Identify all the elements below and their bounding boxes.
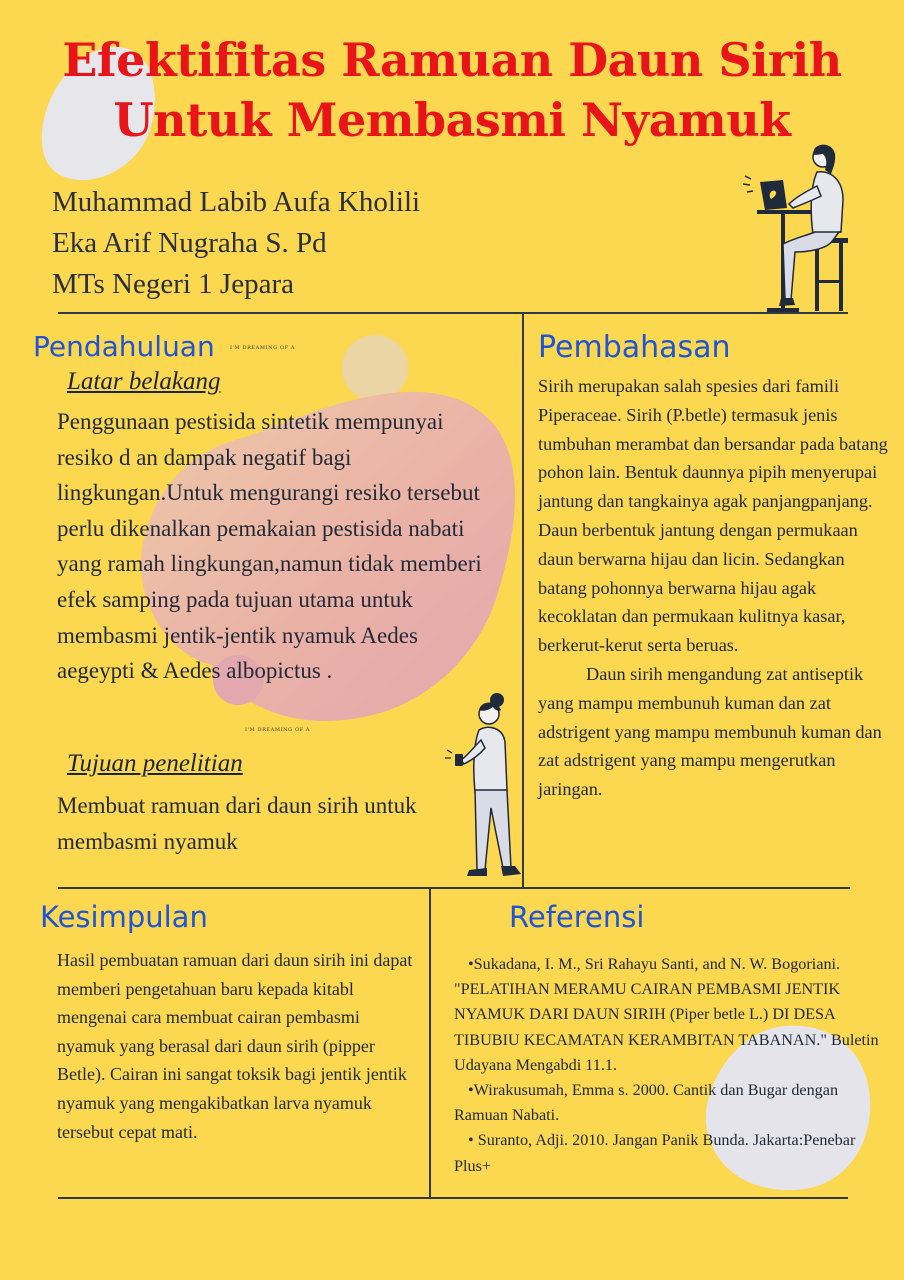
author-block	[52, 182, 420, 305]
woman-phone-illustration	[445, 690, 525, 888]
reference-item-1: •Sukadana, I. M., Sri Rahayu Santi, and N. W. Bogoriani. "PELATIHAN MERAMU CAIRAN PEMBASMI JENTIK NYAMUK DARI DAUN SIRIH (Piper betle L.) DI DESA TIBUBIU KECAMATAN KERAMBITAN TABANAN." Buletin Udayana Mengabdi 11.1.	[454, 955, 879, 1074]
referensi-list	[454, 952, 884, 1179]
pembahasan-paragraph-2: Daun sirih mengandung zat antiseptik yang mampu membunuh kuman dan zat adstrigent yang mampu membunuh kuman dan zat adstrigent yang mampu mengerutkan jaringan.	[538, 663, 882, 800]
divider-top	[58, 312, 848, 314]
title-line-2: Untuk Membasmi Nyamuk	[113, 93, 791, 147]
latar-belakang-text: Penggunaan pestisida sintetik mempunyai resiko d an dampak negatif bagi lingkungan.Untuk mengurangi resiko tersebut perlu dikenalkan pemakaian pestisida nabati yang ramah lingkungan,namun tidak memberi efek samping pada tujuan utama untuk membasmi jentik-jentik nyamuk Aedes aegeypti & Aedes albopictus .	[57, 409, 482, 684]
woman-laptop-illustration	[735, 140, 860, 318]
referensi-heading: Referensi	[509, 900, 645, 934]
poster-title	[0, 30, 904, 150]
divider-vertical-lower	[429, 887, 431, 1198]
title-line-1: Efektifitas Ramuan Daun Sirih	[62, 33, 842, 87]
divider-vertical-upper	[522, 312, 524, 888]
kesimpulan-text: Hasil pembuatan ramuan dari daun sirih ini dapat memberi pengetahuan baru kepada kitabl mengenai cara membuat cairan pembasmi nyamuk yang berasal dari daun sirih (pipper Betle). Cairan ini sangat toksik bagi jentik jentik nyamuk yang mengakibatkan larva nyamuk tersebut cepat mati.	[57, 950, 413, 1142]
school-name: MTs Negeri 1 Jepara	[52, 268, 294, 300]
pembahasan-text	[538, 372, 888, 804]
tujuan-penelitian-heading: Tujuan penelitian	[67, 750, 243, 777]
tujuan-penelitian-text: Membuat ramuan dari daun sirih untuk membasmi nyamuk	[57, 793, 417, 854]
reference-item-3: • Suranto, Adji. 2010. Jangan Panik Bunda. Jakarta:Penebar Plus+	[454, 1131, 856, 1175]
divider-bottom	[58, 1197, 848, 1199]
pembahasan-heading: Pembahasan	[538, 330, 731, 365]
latar-belakang-heading: Latar belakang	[67, 368, 221, 395]
divider-middle	[58, 887, 850, 889]
kesimpulan-heading: Kesimpulan	[40, 900, 208, 934]
author-name: Muhammad Labib Aufa Kholili	[52, 186, 421, 218]
decor-caption-text-2: I'M DREAMING OF A	[245, 727, 311, 733]
pembahasan-paragraph-1: Sirih merupakan salah spesies dari famili Piperaceae. Sirih (P.betle) termasuk jenis tumbuhan merambat dan bersandar pada batang pohon lain. Bentuk daunnya pipih menyerupai jantung dan tangkainya agak panjangpanjang. Daun berbentuk jantung dengan permukaan daun berwarna hijau dan licin. Sedangkan batang pohonnya berwarna hijau agak kecoklatan dan permukaan kulitnya kasar, berkerut-kerut serta beruas.	[538, 376, 888, 656]
supervisor-name: Eka Arif Nugraha S. Pd	[52, 227, 327, 259]
decor-caption-text: I'M DREAMING OF A	[230, 345, 296, 351]
reference-item-2: •Wirakusumah, Emma s. 2000. Cantik dan Bugar dengan Ramuan Nabati.	[454, 1081, 839, 1125]
pendahuluan-heading: Pendahuluan	[33, 330, 215, 363]
